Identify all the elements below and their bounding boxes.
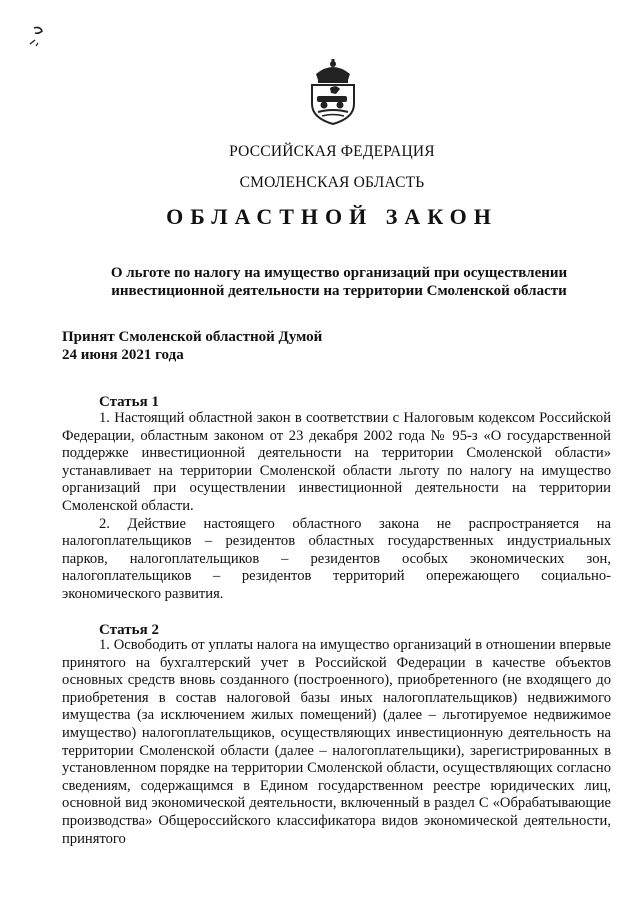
article-2-title: Статья 2 [99, 622, 159, 638]
article-2-paragraph-1: 1. Освободить от уплаты налога на имущество организаций в отношении впервые принятого на бухгалтерский учет в Российской Федерации в качестве объектов основных средств вновь созданного (построенного), приобретенного (не входящего до приобретения в состав налоговой базы иных налогоплательщиков) недвижимого имущества (за исключением жилых помещений) (далее – льготируемое недвижимое имущество) налогоплательщиков, осуществляющих инвестиционную деятельность на территории Смоленской области (далее – налогоплательщики), зарегистрированных в установленном порядке на территории Смоленской области, осуществляющих согласно сведениям, содержащимся в Едином государственном реестре юридических лиц, основной вид экономической деятельности, включенный в раздел С «Обрабатывающие производства» Общероссийского классификатора видов экономической деятельности, принятого [62, 637, 611, 847]
law-subject-title: О льготе по налогу на имущество организаций при осуществлении инвестиционной деятельности на территории Смоленской области [110, 265, 568, 299]
country-heading: РОССИЙСКАЯ ФЕДЕРАЦИЯ [229, 143, 435, 160]
article-2-body [62, 637, 611, 848]
adoption-body: Принят Смоленской областной Думой [62, 329, 323, 345]
region-heading: СМОЛЕНСКАЯ ОБЛАСТЬ [239, 174, 425, 191]
article-1-body [62, 410, 611, 604]
handwritten-mark-icon [26, 22, 56, 52]
article-1-paragraph-2: 2. Действие настоящего областного закона не распространяется на налогоплательщиков – резидентов областных государственных индустриальных парков, налогоплательщиков – резидентов особых экономических зон, налогоплательщиков – резидентов территорий опережающего социально-экономического развития. [62, 515, 611, 602]
smolensk-coat-of-arms-icon [302, 58, 364, 126]
adoption-date: 24 июня 2021 года [62, 347, 184, 363]
document-type-title: ОБЛАСТНОЙ ЗАКОН [166, 204, 498, 229]
article-1-title: Статья 1 [99, 394, 159, 410]
article-1-paragraph-1: 1. Настоящий областной закон в соответствии с Налоговым кодексом Российской Федерации, областным законом от 23 декабря 2002 года № 95-з «О государственной поддержке инвестиционной деятельности на территории Смоленской области» устанавливает на территории Смоленской области льготу по налогу на имущество организаций при осуществлении инвестиционной деятельности на территории Смоленской области. [62, 410, 611, 514]
adoption-info [62, 328, 562, 364]
